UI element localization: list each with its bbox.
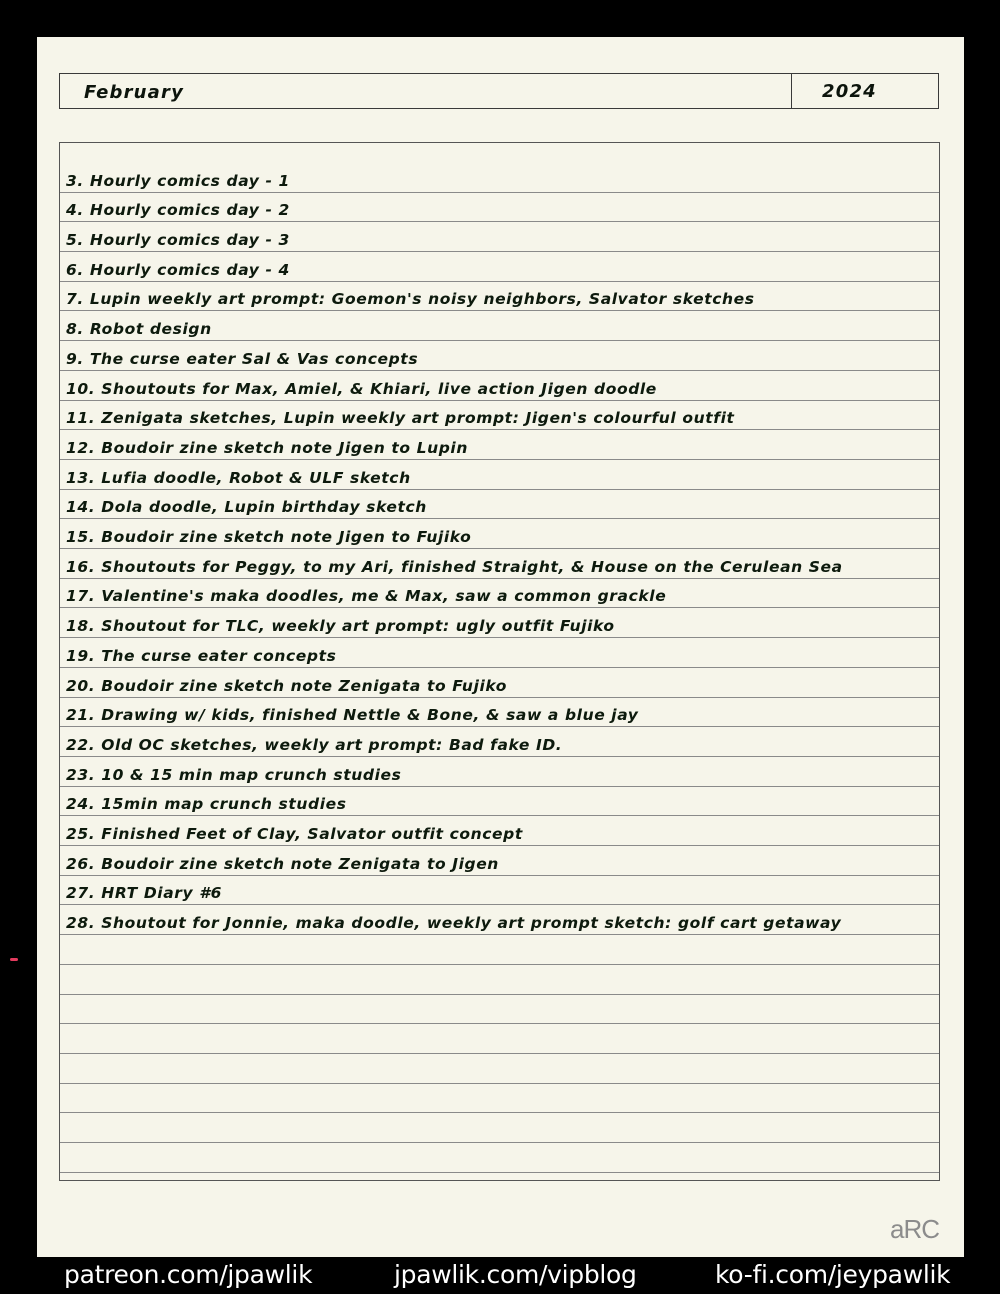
list-item xyxy=(60,460,939,490)
list-item xyxy=(60,490,939,520)
list-item xyxy=(60,252,939,282)
list-item xyxy=(60,816,939,846)
entry-text: 21. Drawing w/ kids, finished Nettle & Bone, & saw a blue jay xyxy=(66,706,639,725)
empty-line xyxy=(60,1113,939,1143)
list-item xyxy=(60,549,939,579)
entry-text: 15. Boudoir zine sketch note Jigen to Fujiko xyxy=(66,528,472,547)
header-divider xyxy=(791,74,792,108)
list-item xyxy=(60,846,939,876)
list-item xyxy=(60,609,939,639)
entry-text: 4. Hourly comics day - 2 xyxy=(66,201,290,220)
empty-line xyxy=(60,1143,939,1173)
list-item xyxy=(60,727,939,757)
entry-text: 7. Lupin weekly art prompt: Goemon's noisy neighbors, Salvator sketches xyxy=(66,290,755,309)
list-item xyxy=(60,430,939,460)
patreon-link[interactable]: patreon.com/jpawlik xyxy=(64,1260,313,1289)
entry-text: 9. The curse eater Sal & Vas concepts xyxy=(66,349,419,368)
year-label: 2024 xyxy=(822,81,877,102)
empty-line xyxy=(60,965,939,995)
entry-text: 3. Hourly comics day - 1 xyxy=(66,171,290,190)
blog-link[interactable]: jpawlik.com/vipblog xyxy=(394,1260,637,1289)
list-item xyxy=(60,282,939,312)
entry-text: 22. Old OC sketches, weekly art prompt: Bad fake ID. xyxy=(66,735,563,754)
list-item xyxy=(60,668,939,698)
entry-text: 13. Lufia doodle, Robot & ULF sketch xyxy=(66,468,411,487)
entry-text: 23. 10 & 15 min map crunch studies xyxy=(66,765,402,784)
footer-links xyxy=(0,1258,1000,1294)
entry-text: 17. Valentine's maka doodles, me & Max, saw a common grackle xyxy=(66,587,667,606)
entry-text: 19. The curse eater concepts xyxy=(66,646,337,665)
entry-text: 10. Shoutouts for Max, Amiel, & Khiari, live action Jigen doodle xyxy=(66,379,657,398)
entry-text: 25. Finished Feet of Clay, Salvator outfit concept xyxy=(66,825,523,844)
kofi-link[interactable]: ko-fi.com/jeypawlik xyxy=(715,1260,951,1289)
list-item xyxy=(60,787,939,817)
entry-text: 28. Shoutout for Jonnie, maka doodle, weekly art prompt sketch: golf cart getaway xyxy=(66,914,842,933)
list-item xyxy=(60,906,939,936)
list-item xyxy=(60,341,939,371)
entry-text: 8. Robot design xyxy=(66,320,212,339)
month-label: February xyxy=(84,82,185,103)
list-item xyxy=(60,638,939,668)
list-item xyxy=(60,698,939,728)
list-item xyxy=(60,163,939,193)
list-item xyxy=(60,757,939,787)
entry-text: 26. Boudoir zine sketch note Zenigata to Jigen xyxy=(66,854,499,873)
empty-line xyxy=(60,1054,939,1084)
entry-text: 14. Dola doodle, Lupin birthday sketch xyxy=(66,498,427,517)
notebook-page xyxy=(37,37,964,1257)
list-item xyxy=(60,401,939,431)
entry-text: 20. Boudoir zine sketch note Zenigata to Fujiko xyxy=(66,676,507,695)
list-item xyxy=(60,312,939,342)
list-item xyxy=(60,519,939,549)
list-item xyxy=(60,579,939,609)
empty-line xyxy=(60,995,939,1025)
list-item xyxy=(60,222,939,252)
entry-text: 18. Shoutout for TLC, weekly art prompt: ugly outfit Fujiko xyxy=(66,617,615,636)
brand-logo: aRC xyxy=(889,1214,939,1244)
empty-line xyxy=(60,1024,939,1054)
entry-text: 24. 15min map crunch studies xyxy=(66,795,347,814)
list-item xyxy=(60,371,939,401)
ruled-list xyxy=(59,142,940,1181)
entry-text: 11. Zenigata sketches, Lupin weekly art prompt: Jigen's colourful outfit xyxy=(66,409,735,428)
empty-line xyxy=(60,935,939,965)
entry-text: 16. Shoutouts for Peggy, to my Ari, finished Straight, & House on the Cerulean Sea xyxy=(66,557,843,576)
entry-text: 5. Hourly comics day - 3 xyxy=(66,231,290,250)
list-item xyxy=(60,193,939,223)
entry-text: 6. Hourly comics day - 4 xyxy=(66,260,290,279)
list-item xyxy=(60,876,939,906)
page-header xyxy=(59,73,939,109)
entry-text: 12. Boudoir zine sketch note Jigen to Lupin xyxy=(66,438,468,457)
pink-mark xyxy=(10,958,18,961)
entry-text: 27. HRT Diary #6 xyxy=(66,884,222,903)
empty-line xyxy=(60,1084,939,1114)
